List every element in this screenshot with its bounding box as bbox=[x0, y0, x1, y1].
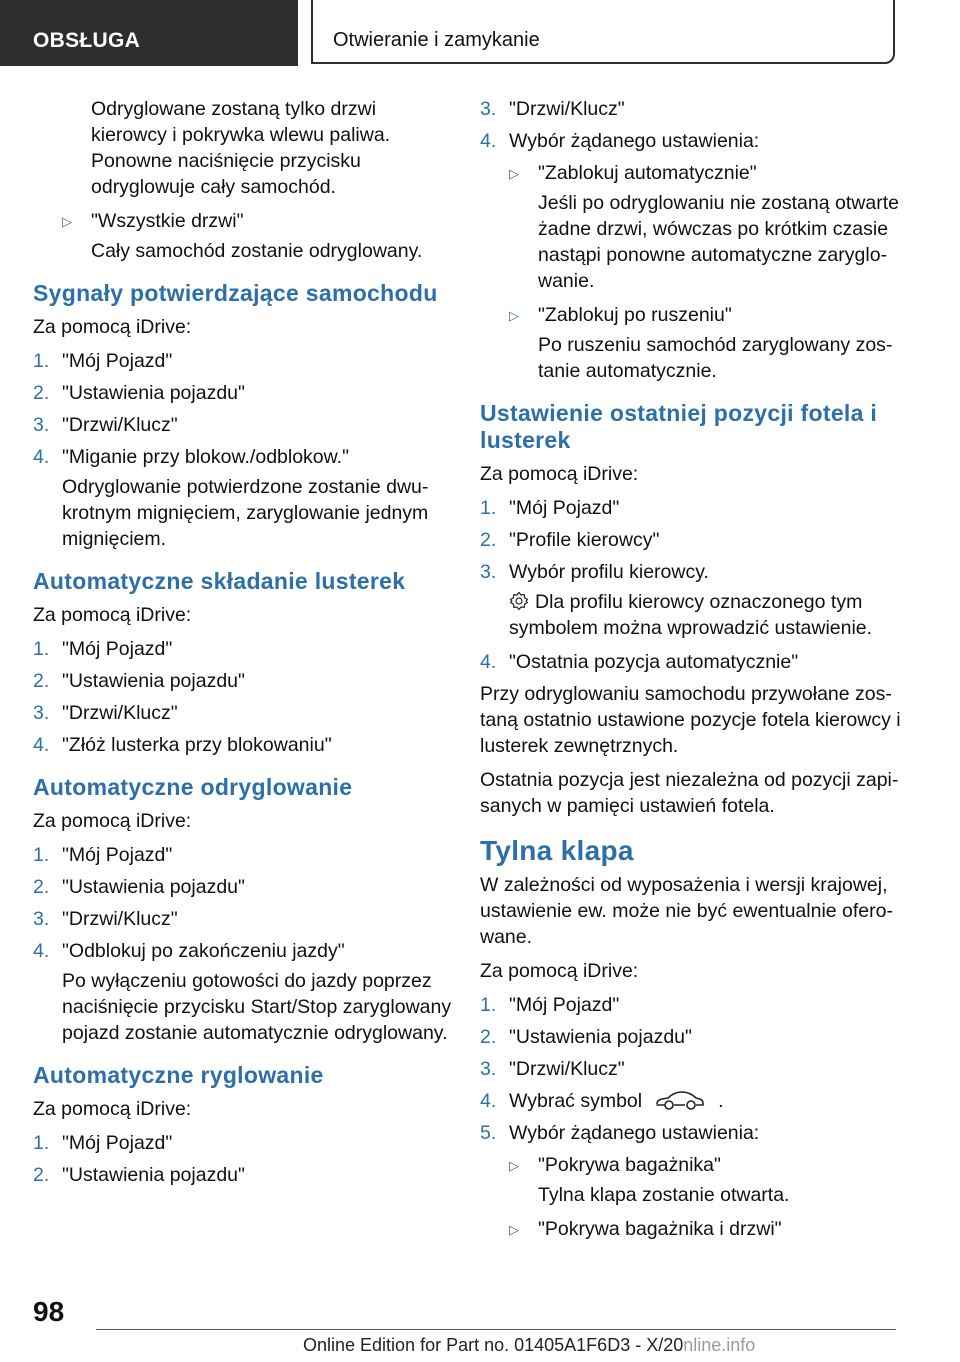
paragraph: Ostatnia pozycja jest niezależna od pozycji zapisanych w pamięci ustawień fotela. bbox=[480, 769, 899, 817]
list-item-text: "Drzwi/Klucz" bbox=[509, 1058, 625, 1080]
option-description: Cały samochód zostanie odryglowany. bbox=[91, 240, 423, 262]
option-label: "Wszystkie drzwi" bbox=[91, 210, 244, 232]
chapter-title: Otwieranie i zamykanie bbox=[311, 0, 895, 64]
list-item: 2. "Ustawienia pojazdu" bbox=[33, 876, 245, 898]
list-item: 3. Wybór profilu kierowcy. bbox=[480, 561, 709, 583]
list-item-text: "Odblokuj po zakończeniu jazdy" bbox=[62, 940, 345, 962]
list-item: 1. "Mój Pojazd" bbox=[33, 844, 173, 866]
paragraph: Za pomocą iDrive: bbox=[480, 960, 639, 982]
option-item bbox=[480, 302, 916, 328]
list-item-text: "Mój Pojazd" bbox=[509, 994, 620, 1016]
section-heading: Automatyczne składanie lusterek bbox=[33, 568, 406, 594]
step-description: Odryglowanie potwierdzone zostanie dwukrotnym mignięciem, zaryglowanie jednym mignięciem. bbox=[62, 476, 429, 550]
list-item-text: "Złóż lusterka przy blokowaniu" bbox=[62, 734, 332, 756]
list-item: 3. "Drzwi/Klucz" bbox=[480, 98, 625, 120]
note-text: Dla profilu kierowcy oznaczonego tym symbolem można wprowadzić ustawienie. bbox=[509, 591, 873, 639]
list-item-text: "Ustawienia pojazdu" bbox=[509, 1026, 692, 1048]
list-item: 1. "Mój Pojazd" bbox=[33, 1132, 173, 1154]
list-item: 1. "Mój Pojazd" bbox=[33, 350, 173, 372]
gear-icon bbox=[509, 591, 529, 611]
paragraph: Za pomocą iDrive: bbox=[480, 463, 639, 485]
triangle-right-icon: ▷ bbox=[509, 308, 519, 323]
paragraph: Za pomocą iDrive: bbox=[33, 604, 192, 626]
list-item: 3. "Drzwi/Klucz" bbox=[33, 414, 178, 436]
watermark: nline.info bbox=[683, 1335, 756, 1355]
list-item-text: "Drzwi/Klucz" bbox=[62, 414, 178, 436]
list-item: 4. "Ostatnia pozycja automatycznie" bbox=[480, 651, 799, 673]
footer-text bbox=[303, 1335, 755, 1356]
section-heading: Sygnały potwierdzające samochodu bbox=[33, 280, 438, 306]
option-description: Tylna klapa zostanie otwarta. bbox=[538, 1184, 790, 1206]
list-item-text: "Drzwi/Klucz" bbox=[62, 702, 178, 724]
list-item-text: "Drzwi/Klucz" bbox=[62, 908, 178, 930]
triangle-right-icon: ▷ bbox=[62, 214, 72, 229]
paragraph: Odryglowane zostaną tylko drzwi kierowcy i pokrywka wlewu paliwa. Ponowne naciśnięcie przycisku odryglowuje cały samochód. bbox=[91, 98, 391, 198]
option-item bbox=[33, 208, 453, 234]
list-item: 3. "Drzwi/Klucz" bbox=[480, 1058, 625, 1080]
list-item-suffix: . bbox=[718, 1090, 724, 1112]
list-item-text: Wybór profilu kierowcy. bbox=[509, 561, 709, 583]
list-item-text: "Ustawienia pojazdu" bbox=[62, 382, 245, 404]
list-item: 2. "Ustawienia pojazdu" bbox=[33, 382, 245, 404]
option-label: "Pokrywa bagażnika i drzwi" bbox=[538, 1218, 782, 1240]
car-icon bbox=[654, 1088, 706, 1112]
list-item: 4. "Odblokuj po zakończeniu jazdy" bbox=[33, 940, 345, 962]
triangle-right-icon: ▷ bbox=[509, 1158, 519, 1173]
list-item-text: "Miganie przy blokow./odblokow." bbox=[62, 446, 349, 468]
list-item: 2. "Ustawienia pojazdu" bbox=[33, 1164, 245, 1186]
list-item: 1. "Mój Pojazd" bbox=[480, 994, 620, 1016]
page-number: 98 bbox=[33, 1296, 65, 1327]
list-item-text: "Mój Pojazd" bbox=[62, 1132, 173, 1154]
list-item: 4. "Miganie przy blokow./odblokow." bbox=[33, 446, 349, 468]
option-description: Jeśli po odryglowaniu nie zostaną otwarte żadne drzwi, wówczas po krótkim czasie nastąpi ponowne automatyczne zaryglowanie. bbox=[538, 192, 899, 292]
edition-text: Online Edition for Part no. 01405A1F6D3 - X/20 bbox=[303, 1335, 684, 1355]
footer-divider bbox=[96, 1329, 896, 1330]
option-item bbox=[480, 1152, 916, 1178]
option-description: Po ruszeniu samochód zaryglowany zostanie automatycznie. bbox=[538, 334, 893, 382]
list-item-text: "Mój Pojazd" bbox=[62, 350, 173, 372]
paragraph: Za pomocą iDrive: bbox=[33, 1098, 192, 1120]
triangle-right-icon: ▷ bbox=[509, 166, 519, 181]
section-heading: Tylna klapa bbox=[480, 835, 634, 866]
list-item-text: "Ustawienia pojazdu" bbox=[62, 876, 245, 898]
list-item-text: "Profile kierowcy" bbox=[509, 529, 660, 551]
list-item-text: "Mój Pojazd" bbox=[62, 844, 173, 866]
section-tab: OBSŁUGA bbox=[0, 0, 298, 66]
section-heading: Automatyczne odryglowanie bbox=[33, 774, 353, 800]
step-description: Po wyłączeniu gotowości do jazdy poprzez naciśnięcie przycisku Start/Stop zaryglowany pojazd zostanie automatycznie odryglowany. bbox=[62, 970, 452, 1044]
list-item: 4. "Złóż lusterka przy blokowaniu" bbox=[33, 734, 332, 756]
option-label: "Zablokuj po ruszeniu" bbox=[538, 304, 732, 326]
step-note bbox=[480, 589, 916, 641]
list-item: 2. "Ustawienia pojazdu" bbox=[480, 1026, 692, 1048]
list-item: 2. "Ustawienia pojazdu" bbox=[33, 670, 245, 692]
paragraph: Za pomocą iDrive: bbox=[33, 810, 192, 832]
triangle-right-icon: ▷ bbox=[509, 1222, 519, 1237]
list-item: 4. Wybór żądanego ustawienia: bbox=[480, 130, 760, 152]
list-item-text: "Mój Pojazd" bbox=[62, 638, 173, 660]
option-item bbox=[480, 160, 916, 186]
section-heading: Ustawienie ostatniej pozycji fotela i lusterek bbox=[480, 400, 878, 453]
option-item bbox=[480, 1216, 916, 1242]
list-item: 1. "Mój Pojazd" bbox=[33, 638, 173, 660]
option-label: "Pokrywa bagażnika" bbox=[538, 1154, 721, 1176]
list-item-text: Wybór żądanego ustawienia: bbox=[509, 130, 760, 152]
left-column bbox=[33, 96, 453, 1194]
list-item-text: "Mój Pojazd" bbox=[509, 497, 620, 519]
list-item: 3. "Drzwi/Klucz" bbox=[33, 702, 178, 724]
list-item-text: "Ostatnia pozycja automatycznie" bbox=[509, 651, 799, 673]
option-label: "Zablokuj automatycznie" bbox=[538, 162, 757, 184]
list-item-text: "Ustawienia pojazdu" bbox=[62, 670, 245, 692]
paragraph: Za pomocą iDrive: bbox=[33, 316, 192, 338]
list-item-text: Wybór żądanego ustawienia: bbox=[509, 1122, 760, 1144]
list-item-text: Wybrać symbol bbox=[509, 1090, 643, 1112]
list-item: 3. "Drzwi/Klucz" bbox=[33, 908, 178, 930]
page-header bbox=[0, 0, 960, 66]
list-item: 5. Wybór żądanego ustawienia: bbox=[480, 1122, 760, 1144]
list-item: 1. "Mój Pojazd" bbox=[480, 497, 620, 519]
list-item-text: "Ustawienia pojazdu" bbox=[62, 1164, 245, 1186]
paragraph: W zależności od wyposażenia i wersji krajowej, ustawienie ew. może nie być ewentualnie oferowane. bbox=[480, 874, 893, 948]
right-column bbox=[480, 96, 916, 1248]
list-item: 2. "Profile kierowcy" bbox=[480, 529, 660, 551]
paragraph: Przy odryglowaniu samochodu przywołane zostaną ostatnio ustawione pozycje fotela kierowcy i lusterek zewnętrznych. bbox=[480, 683, 901, 757]
list-item-text: "Drzwi/Klucz" bbox=[509, 98, 625, 120]
section-heading: Automatyczne ryglowanie bbox=[33, 1062, 324, 1088]
list-item: 4. Wybrać symbol . bbox=[480, 1090, 724, 1112]
